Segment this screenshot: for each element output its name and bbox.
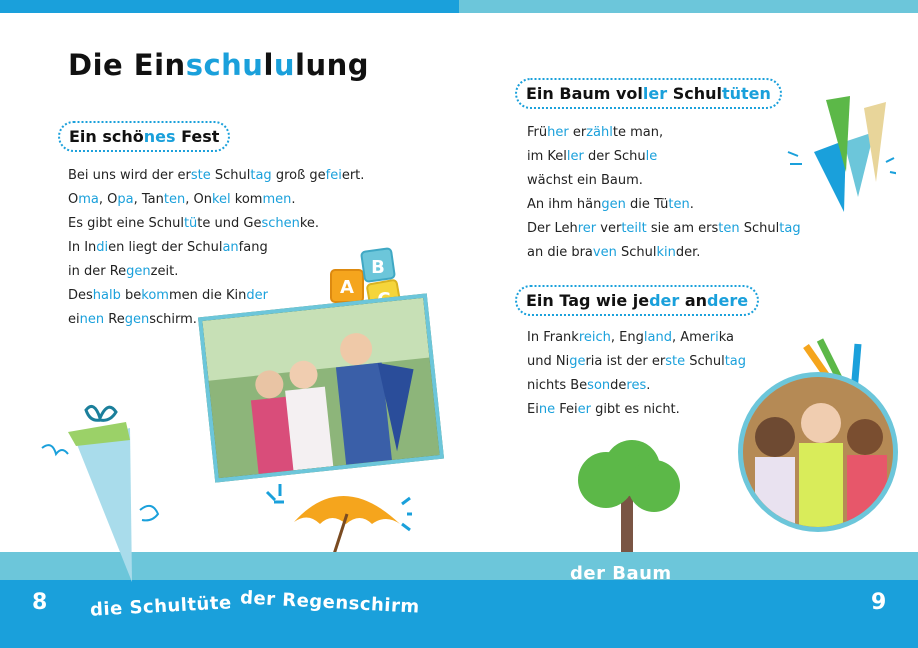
text-segment: ler bbox=[566, 149, 584, 164]
text-segment: der. bbox=[675, 245, 701, 260]
text-segment: zähl bbox=[586, 125, 613, 140]
text-segment: be bbox=[120, 288, 142, 303]
top-bar-right bbox=[459, 0, 918, 13]
text-line bbox=[527, 193, 801, 217]
text-segment: In In bbox=[68, 240, 97, 255]
text-segment: sie am ers bbox=[646, 221, 719, 236]
vocab-baum: der Baum bbox=[570, 563, 672, 584]
heading-ein-schoenes-fest: Ein schönes Fest bbox=[58, 121, 230, 152]
text-segment: Es gibt eine Schul bbox=[68, 216, 184, 231]
text-segment: le bbox=[645, 149, 658, 164]
text-segment: . bbox=[291, 192, 296, 207]
text-line bbox=[68, 212, 364, 236]
text-line bbox=[527, 121, 801, 145]
text-segment: Re bbox=[104, 312, 125, 327]
text-segment: In Frank bbox=[527, 330, 579, 345]
text-segment: gibt es nicht. bbox=[590, 402, 680, 417]
text-segment: ten bbox=[163, 192, 186, 207]
text-segment: , O bbox=[98, 192, 118, 207]
text-segment: ke. bbox=[299, 216, 320, 231]
text-segment: kel bbox=[211, 192, 231, 207]
text-line bbox=[527, 241, 801, 265]
text-segment: wächst ein Baum. bbox=[527, 173, 643, 188]
text-line bbox=[68, 260, 364, 284]
text-line bbox=[527, 398, 746, 422]
tree-illustration bbox=[570, 440, 685, 554]
text-segment: di bbox=[96, 240, 109, 255]
text-line bbox=[527, 169, 801, 193]
text-segment: son bbox=[587, 378, 611, 393]
text-line bbox=[527, 145, 801, 169]
text-ein-baum-voller-schultueten bbox=[527, 121, 801, 265]
text-line bbox=[527, 326, 746, 350]
text-segment: Der Leh bbox=[527, 221, 578, 236]
text-segment: ge bbox=[569, 354, 586, 369]
schultuete-illustration bbox=[28, 392, 168, 592]
text-segment: res bbox=[626, 378, 647, 393]
text-segment: ne bbox=[538, 402, 556, 417]
top-bar-left bbox=[0, 0, 459, 13]
text-line bbox=[68, 188, 364, 212]
text-segment: und Ni bbox=[527, 354, 570, 369]
text-segment: an bbox=[222, 240, 239, 255]
text-segment: O bbox=[68, 192, 79, 207]
heading-ein-baum-voller-schultueten: Ein Baum voller Schultüten bbox=[515, 78, 782, 109]
text-segment: kom bbox=[230, 192, 263, 207]
text-segment: , Ame bbox=[671, 330, 710, 345]
page-title: Die Einschululung bbox=[68, 48, 370, 82]
text-segment: , Tan bbox=[133, 192, 164, 207]
heading-ein-tag-wie-jeder-andere: Ein Tag wie jeder andere bbox=[515, 285, 759, 316]
text-segment: die Tü bbox=[625, 197, 669, 212]
text-segment: land bbox=[643, 330, 672, 345]
text-segment: Frü bbox=[527, 125, 548, 140]
text-segment: ka bbox=[718, 330, 735, 345]
text-segment: Schul bbox=[685, 354, 725, 369]
svg-text:A: A bbox=[340, 277, 354, 298]
text-segment: , Eng bbox=[610, 330, 644, 345]
text-segment: men bbox=[262, 192, 292, 207]
text-segment: ri bbox=[709, 330, 719, 345]
text-segment: te und Ge bbox=[197, 216, 262, 231]
text-segment: ver bbox=[596, 221, 622, 236]
text-segment: An ihm hän bbox=[527, 197, 602, 212]
text-segment: en liegt der Schul bbox=[108, 240, 223, 255]
text-line bbox=[527, 217, 801, 241]
text-segment: Fei bbox=[555, 402, 578, 417]
page-number-right: 9 bbox=[871, 590, 887, 615]
text-segment: gen bbox=[601, 197, 626, 212]
text-segment: groß ge bbox=[271, 168, 326, 183]
text-segment: tag bbox=[250, 168, 272, 183]
block-b bbox=[361, 248, 395, 282]
text-segment: Ei bbox=[527, 402, 539, 417]
text-segment: gen bbox=[126, 264, 151, 279]
text-segment: tag bbox=[724, 354, 747, 369]
schultueten-illustration bbox=[786, 72, 896, 222]
text-segment: er bbox=[577, 402, 591, 417]
svg-text:B: B bbox=[371, 257, 385, 278]
text-segment: de bbox=[610, 378, 627, 393]
text-segment: teilt bbox=[621, 221, 647, 236]
text-segment: ste bbox=[665, 354, 686, 369]
photo-children-image bbox=[202, 298, 439, 478]
text-segment: im Kel bbox=[527, 149, 567, 164]
block-a bbox=[331, 270, 363, 302]
text-segment: schen bbox=[261, 216, 300, 231]
text-segment: kom bbox=[141, 288, 169, 303]
text-segment: Schul bbox=[616, 245, 657, 260]
text-segment: fei bbox=[325, 168, 342, 183]
text-segment: tü bbox=[183, 216, 198, 231]
text-segment: reich bbox=[578, 330, 611, 345]
text-segment: zeit. bbox=[150, 264, 179, 279]
text-segment: in der Re bbox=[68, 264, 127, 279]
text-segment: ven bbox=[592, 245, 617, 260]
text-segment: , On bbox=[185, 192, 212, 207]
photo-children-round bbox=[738, 372, 898, 532]
text-segment: kin bbox=[656, 245, 676, 260]
text-segment: ten bbox=[668, 197, 690, 212]
text-segment: ma bbox=[78, 192, 99, 207]
text-segment: ten bbox=[718, 221, 740, 236]
text-segment: an die bra bbox=[527, 245, 593, 260]
text-segment: schirm. bbox=[149, 312, 197, 327]
text-segment: gen bbox=[124, 312, 150, 327]
text-segment: rer bbox=[577, 221, 597, 236]
text-segment: Bei uns wird der er bbox=[68, 168, 191, 183]
vocab-schultuete: die Schultüte bbox=[89, 592, 233, 621]
vocab-regenschirm: der Regenschirm bbox=[239, 587, 421, 618]
text-line bbox=[527, 350, 746, 374]
photo-children-round-image bbox=[743, 377, 893, 527]
text-segment: der Schu bbox=[583, 149, 646, 164]
text-segment: ste bbox=[190, 168, 211, 183]
text-segment: nichts Be bbox=[527, 378, 588, 393]
text-segment: ert. bbox=[341, 168, 365, 183]
text-segment: men die Kin bbox=[168, 288, 247, 303]
text-segment: . bbox=[646, 378, 651, 393]
text-segment: Des bbox=[68, 288, 93, 303]
text-segment: der bbox=[246, 288, 268, 303]
photo-children-first-school-day bbox=[198, 293, 444, 482]
text-ein-tag-wie-jeder-andere bbox=[527, 326, 746, 422]
page-number-left: 8 bbox=[32, 590, 48, 615]
text-line bbox=[68, 164, 364, 188]
text-segment: Schul bbox=[739, 221, 780, 236]
text-line bbox=[68, 236, 364, 260]
text-line bbox=[527, 374, 746, 398]
text-segment: te man, bbox=[612, 125, 664, 140]
text-segment: fang bbox=[238, 240, 268, 255]
text-segment: halb bbox=[92, 288, 121, 303]
text-segment: . bbox=[689, 197, 694, 212]
text-segment: er bbox=[568, 125, 587, 140]
text-segment: ria ist der er bbox=[585, 354, 666, 369]
text-segment: Schul bbox=[210, 168, 251, 183]
text-segment: pa bbox=[117, 192, 134, 207]
text-segment: her bbox=[547, 125, 569, 140]
text-segment: nen bbox=[79, 312, 105, 327]
text-segment: ei bbox=[68, 312, 80, 327]
text-segment: tag bbox=[779, 221, 801, 236]
